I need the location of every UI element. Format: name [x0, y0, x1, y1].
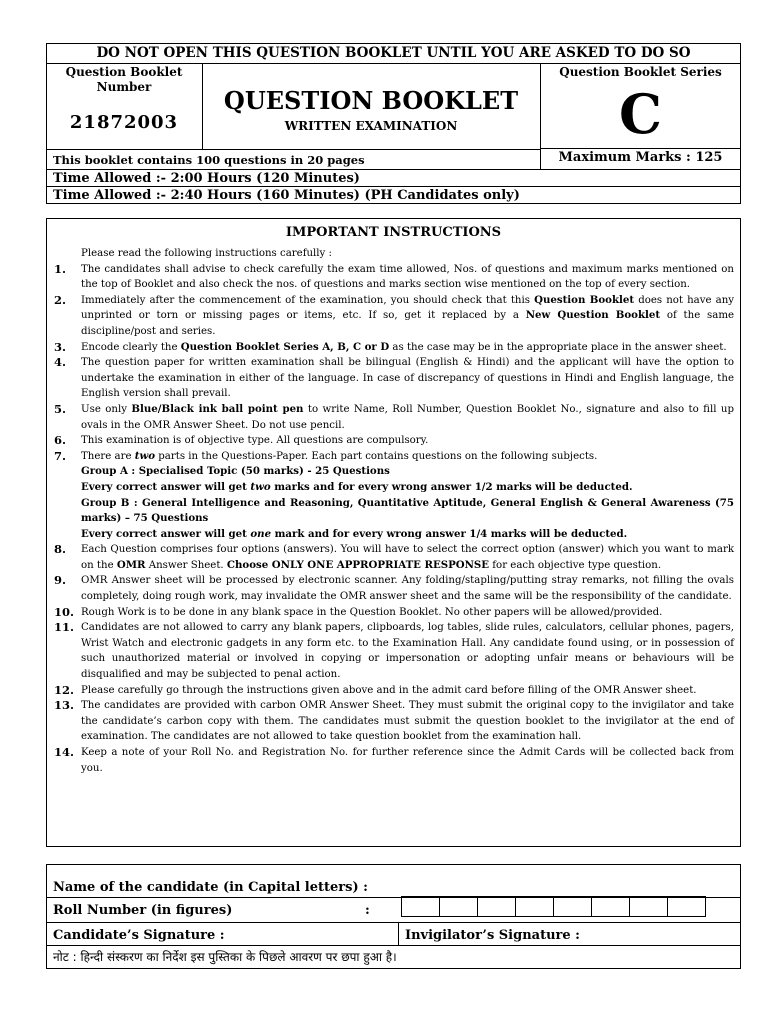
roll-number-digit-box[interactable]	[629, 896, 668, 917]
instruction-item	[54, 698, 734, 745]
instruction-text: Every correct answer will get two marks and for every wrong answer 1/2 marks will be deducted.	[81, 480, 633, 493]
roll-number-digit-box[interactable]	[477, 896, 516, 917]
time-allowed-ph: Time Allowed :- 2:40 Hours (160 Minutes) (PH Candidates only)	[53, 188, 520, 203]
instruction-item	[54, 449, 734, 465]
instruction-text: Rough Work is to be done in any blank space in the Question Booklet. No other papers will be allowed/provided.	[81, 606, 663, 618]
instruction-text: The question paper for written examination shall be bilingual (English & Hindi) and the applicant will have the option to undertake the examination in either of the language. In case of discrepancy of questions in Hindi and English language, the English version shall prevail.	[81, 357, 734, 400]
instruction-text: The candidates shall advise to check carefully the exam time allowed, Nos. of questions and maximum marks mentioned on the top of Booklet and also check the nos. of questions and marks section wise mentioned on the top of every section.	[81, 263, 734, 291]
divider	[46, 186, 741, 187]
roll-number-digit-box[interactable]	[401, 896, 440, 917]
instruction-number: 1.	[54, 261, 67, 276]
series-label: Question Booklet Series	[559, 65, 722, 79]
instruction-item	[54, 620, 734, 682]
roll-number-colon: :	[365, 903, 370, 918]
instruction-item	[54, 527, 734, 543]
instruction-item	[54, 480, 734, 496]
max-marks: Maximum Marks : 125	[558, 150, 723, 165]
page-subtitle: WRITTEN EXAMINATION	[284, 119, 458, 133]
instruction-item	[54, 262, 734, 293]
header-banner: DO NOT OPEN THIS QUESTION BOOKLET UNTIL YOU ARE ASKED TO DO SO	[96, 45, 691, 61]
series-letter: C	[619, 82, 662, 146]
candidate-signature-label: Candidate’s Signature :	[53, 928, 225, 943]
instructions-intro: Please read the following instructions carefully :	[81, 248, 332, 259]
instruction-number: 14.	[54, 745, 75, 759]
invigilator-signature-label: Invigilator’s Signature :	[405, 928, 580, 943]
instruction-item	[54, 464, 734, 480]
instruction-text: Every correct answer will get one mark and for every wrong answer 1/4 marks will be deducted.	[81, 527, 628, 540]
instruction-text: Each Question comprises four options (answers). You will have to select the correct option (answer) which you want to mark on the OMR Answer Sheet. Choose ONLY ONE APPROPRIATE RESPONSE for each objective type question.	[81, 544, 734, 571]
instruction-item	[54, 293, 734, 340]
divider	[46, 149, 540, 150]
time-allowed: Time Allowed :- 2:00 Hours (120 Minutes)	[53, 171, 360, 186]
instruction-text: Candidates are not allowed to carry any blank papers, clipboards, log tables, slide rules, calculators, cellular phones, pagers, Wrist Watch and electronic gadgets in any form etc. to the Examination Hall. Any candidate found using, or in possession of such unauthorized material or involved in copying or impersonation or adopting unfair means or behaviours will be disqualified and may be subjected to penal action.	[81, 622, 734, 681]
page-title: QUESTION BOOKLET	[223, 86, 519, 115]
instruction-number: 5.	[54, 401, 67, 416]
divider	[398, 922, 399, 945]
roll-number-label: Roll Number (in figures)	[53, 903, 233, 918]
divider	[540, 148, 741, 149]
divider	[46, 169, 741, 170]
divider	[46, 922, 741, 923]
instruction-number	[54, 464, 81, 480]
instruction-number: 13.	[54, 698, 75, 713]
roll-number-boxes	[402, 896, 706, 917]
instruction-number: 10.	[54, 604, 75, 619]
instruction-item	[54, 402, 734, 433]
divider	[46, 63, 741, 64]
booklet-number-label-2: Number	[96, 80, 152, 94]
instructions-intro-row	[54, 246, 734, 262]
instruction-item	[54, 496, 734, 527]
roll-number-digit-box[interactable]	[667, 896, 706, 917]
candidate-name-label: Name of the candidate (in Capital letters) :	[53, 880, 368, 895]
instruction-number: 2.	[54, 292, 67, 307]
instruction-number: 6.	[54, 433, 67, 448]
instruction-item	[54, 542, 734, 573]
instruction-text: Use only Blue/Black ink ball point pen to write Name, Roll Number, Question Booklet No., signature and also to fill up ovals in the OMR Answer Sheet. Do not use pencil.	[81, 402, 734, 431]
instruction-text: Group B : General Intelligence and Reasoning, Quantitative Aptitude, General English & General Awareness (75 marks) – 75 Questions	[81, 496, 734, 525]
divider	[46, 945, 741, 946]
instruction-text: Group A : Specialised Topic (50 marks) - 25 Questions	[81, 465, 390, 478]
pages-note: This booklet contains 100 questions in 20 pages	[53, 153, 365, 167]
instruction-item	[54, 355, 734, 402]
instruction-item	[54, 340, 734, 356]
instruction-item	[54, 683, 734, 699]
roll-number-digit-box[interactable]	[515, 896, 554, 917]
instruction-text: Encode clearly the Question Booklet Series A, B, C or D as the case may be in the appropriate place in the answer sheet.	[81, 340, 727, 353]
instruction-text: Keep a note of your Roll No. and Registration No. for further reference since the Admit Cards will be collected back from you.	[81, 747, 734, 774]
instruction-number: 3.	[54, 339, 67, 354]
instruction-text: OMR Answer sheet will be processed by electronic scanner. Any folding/stapling/putting stray remarks, not filling the ovals completely, doing rough work, may invalidate the OMR answer sheet and the same will be the responsibility of the candidate.	[81, 575, 734, 603]
instruction-text: Immediately after the commencement of the examination, you should check that this Question Booklet does not have any unprinted or torn or missing pages or items, etc. If so, get it replaced by a New Question Booklet of the same discipline/post and series.	[81, 293, 735, 337]
booklet-number: 21872003	[69, 112, 179, 133]
instruction-number	[54, 480, 81, 496]
instruction-number: 8.	[54, 542, 67, 557]
roll-number-digit-box[interactable]	[439, 896, 478, 917]
instruction-item	[54, 433, 734, 449]
instruction-text: Please carefully go through the instructions given above and in the admit card before filling of the OMR Answer sheet.	[81, 684, 697, 696]
instruction-number	[54, 527, 81, 543]
instructions-title: IMPORTANT INSTRUCTIONS	[285, 225, 502, 240]
instruction-item	[54, 573, 734, 604]
instruction-number: 9.	[54, 573, 67, 588]
roll-number-digit-box[interactable]	[591, 896, 630, 917]
instruction-item	[54, 745, 734, 776]
instruction-text: This examination is of objective type. All questions are compulsory.	[81, 435, 429, 447]
instruction-text: There are two parts in the Questions-Paper. Each part contains questions on the following subjects.	[81, 449, 598, 462]
instructions-panel	[46, 218, 741, 847]
instruction-item	[54, 605, 734, 621]
instruction-number: 12.	[54, 682, 75, 697]
roll-number-digit-box[interactable]	[553, 896, 592, 917]
hindi-note: नोट : हिन्दी संस्करण का निर्देश इस पुस्तिका के पिछले आवरण पर छपा हुआ है।	[53, 950, 397, 964]
instructions-list	[54, 246, 734, 776]
instruction-number: 11.	[54, 620, 75, 635]
instruction-text: The candidates are provided with carbon OMR Answer Sheet. They must submit the original copy to the invigilator and take the candidate’s carbon copy with them. The candidates must submit the question booklet to the invigilator at the end of examination. The candidates are not allowed to take question booklet from the examination hall.	[81, 700, 734, 743]
instruction-number	[54, 496, 81, 527]
booklet-number-label: Question Booklet	[65, 65, 183, 79]
instruction-number: 7.	[54, 448, 67, 463]
instruction-number: 4.	[54, 355, 67, 370]
